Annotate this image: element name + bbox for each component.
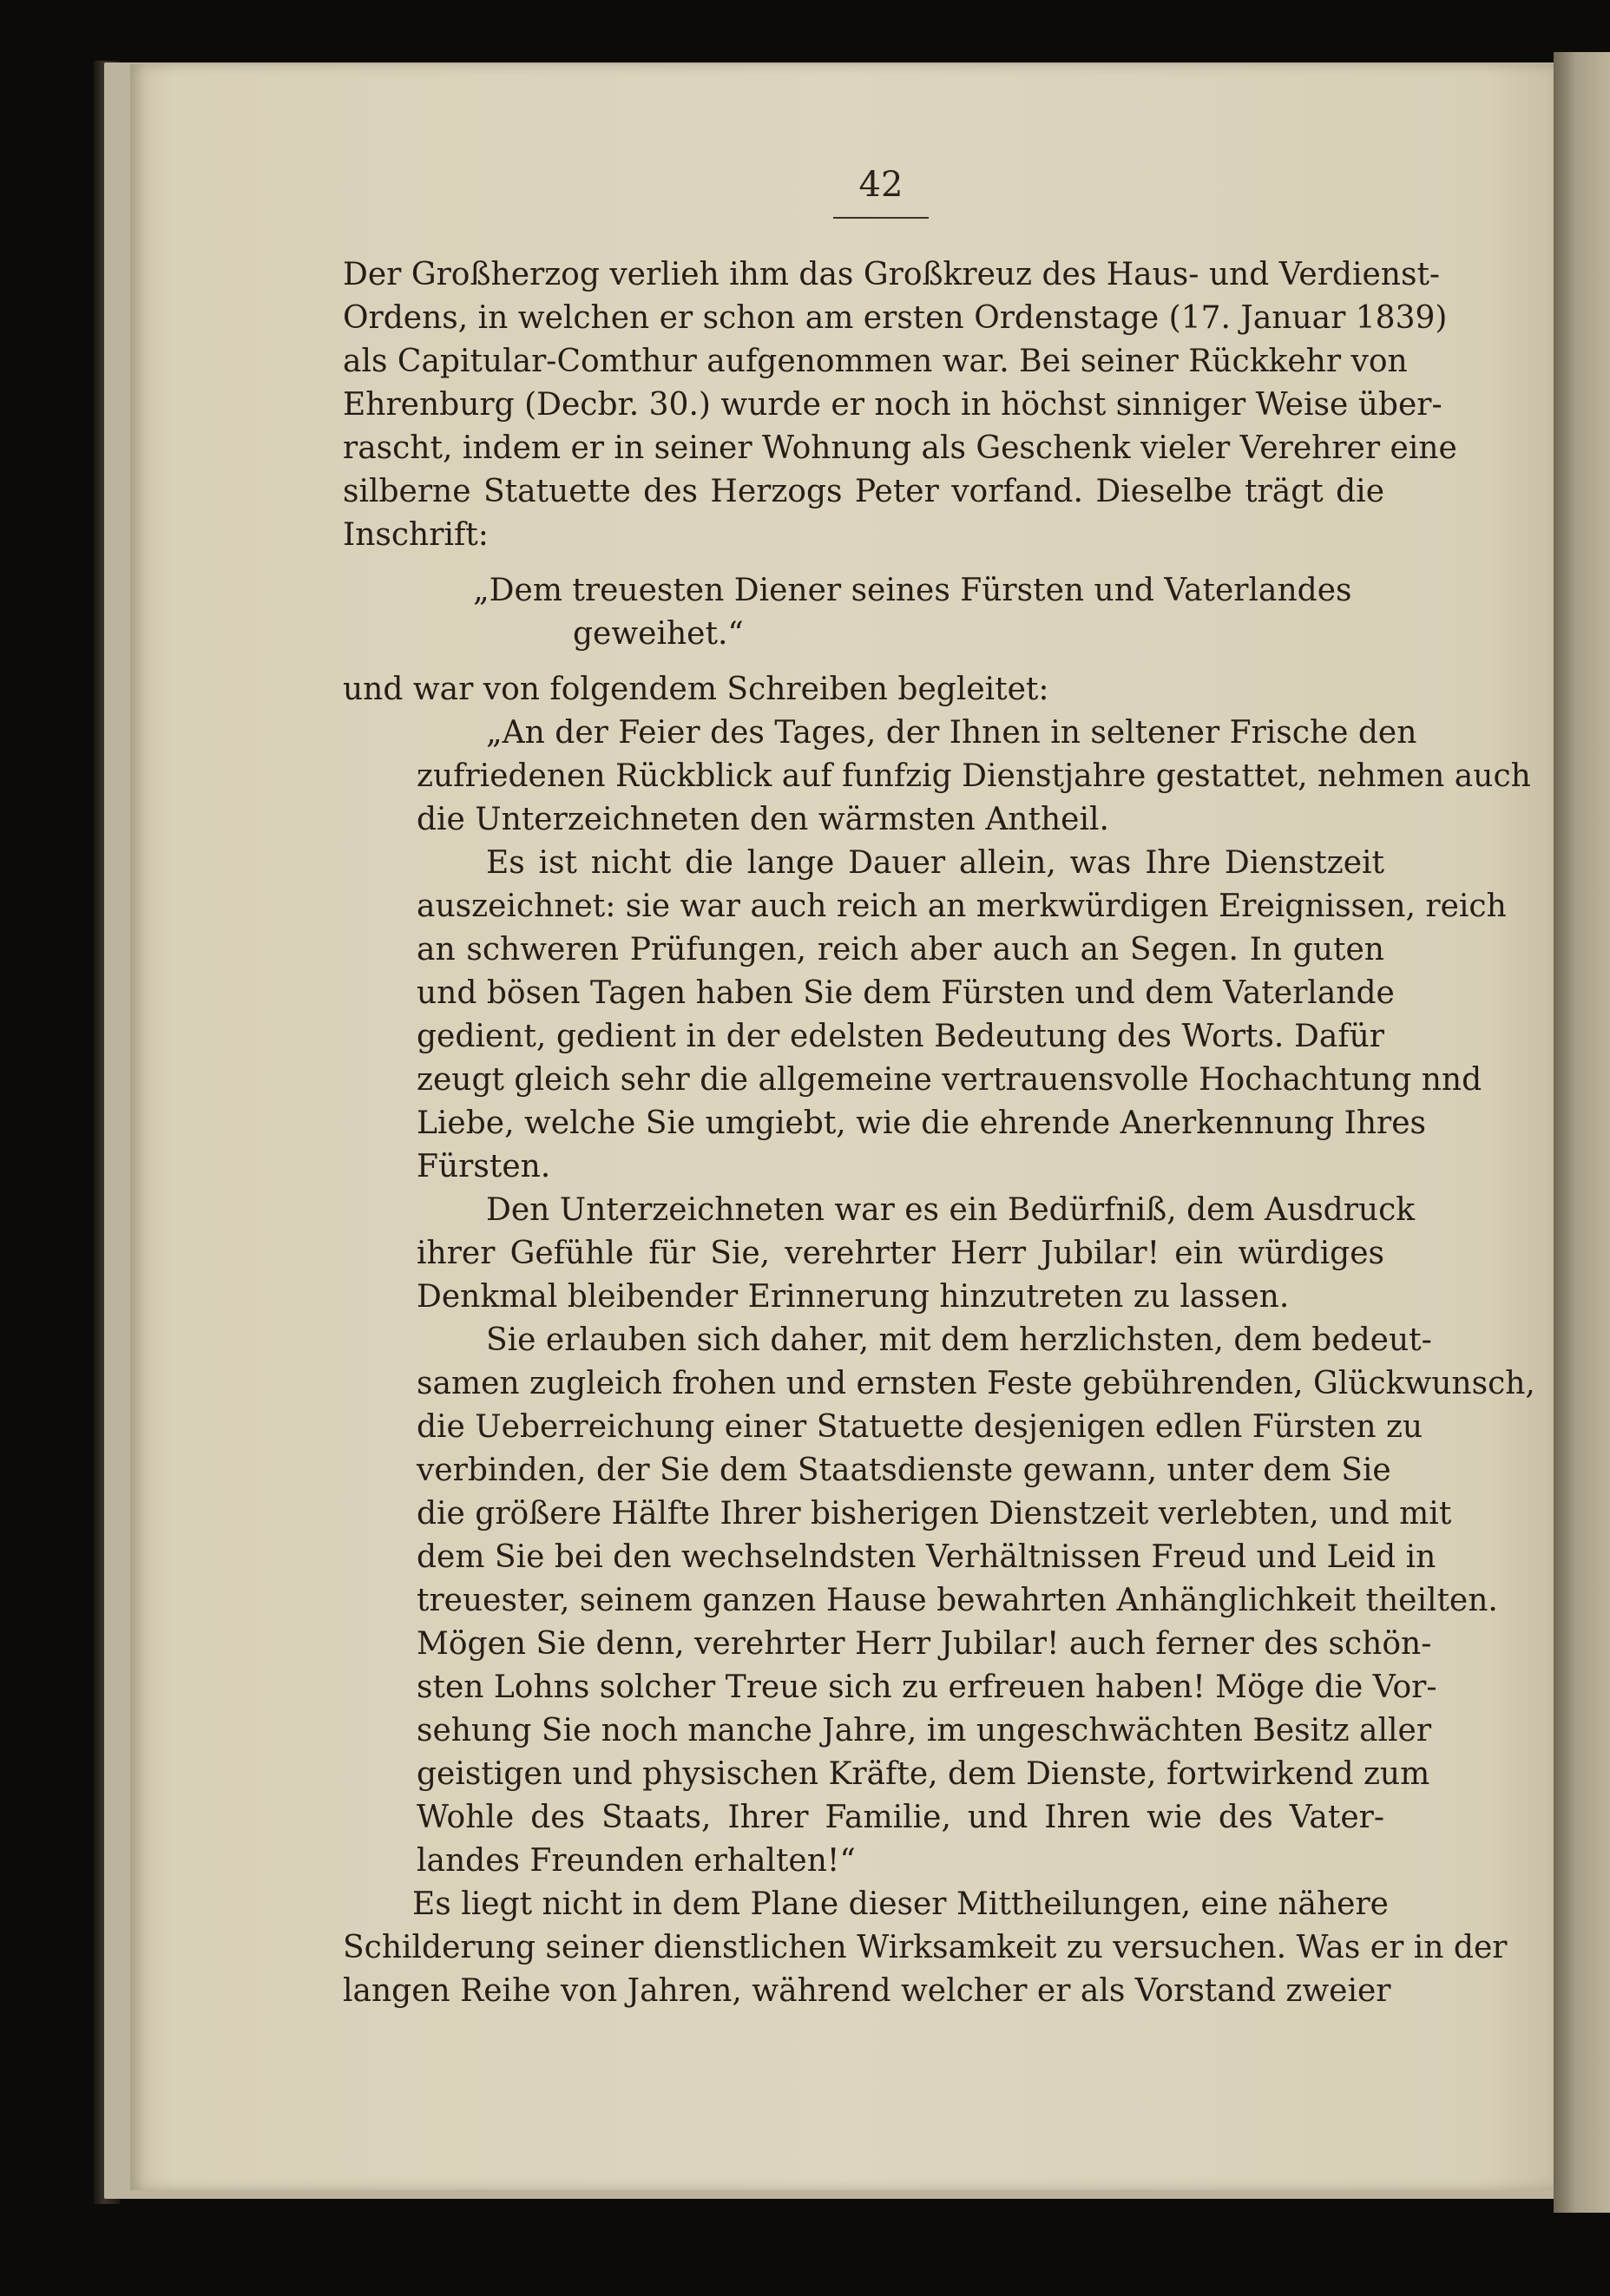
letter-line: Es ist nicht die lange Dauer allein, was Ihre Dienstzeit <box>486 845 1384 881</box>
letter-line: an schweren Prüfungen, reich aber auch an Segen. In guten <box>417 932 1384 968</box>
letter-line: Fürsten. <box>417 1149 551 1184</box>
text-line: Ehrenburg (Decbr. 30.) wurde er noch in höchst sinniger Weise über- <box>343 387 1442 423</box>
letter-line: samen zugleich frohen und ernsten Feste gebührenden, Glückwunsch, <box>417 1366 1535 1401</box>
letter-line: treuester, seinem ganzen Hause bewahrten Anhänglichkeit theilten. <box>417 1583 1498 1618</box>
letter-line: verbinden, der Sie dem Staatsdienste gewann, unter dem Sie <box>417 1453 1391 1488</box>
page-number-rule <box>833 217 929 219</box>
text-line: silberne Statuette des Herzogs Peter vorfand. Dieselbe trägt die <box>343 474 1384 509</box>
letter-quote <box>343 712 1535 1883</box>
text-line: langen Reihe von Jahren, während welcher er als Vorstand zweier <box>343 1973 1391 2009</box>
letter-line: „An der Feier des Tages, der Ihnen in seltener Frische den <box>486 715 1417 751</box>
letter-line: Liebe, welche Sie umgiebt, wie die ehrende Anerkennung Ihres <box>417 1105 1427 1141</box>
text-line: als Capitular-Comthur aufgenommen war. Bei seiner Rückkehr von <box>343 344 1408 379</box>
letter-line: die Ueberreichung einer Statuette desjenigen edlen Fürsten zu <box>417 1409 1423 1445</box>
letter-line: die Unterzeichneten den wärmsten Antheil. <box>417 802 1109 837</box>
letter-line: Sie erlauben sich daher, mit dem herzlichsten, dem bedeut- <box>486 1322 1432 1358</box>
text-line: Inschrift: <box>343 517 489 553</box>
letter-line: Mögen Sie denn, verehrter Herr Jubilar! auch ferner des schön- <box>417 1626 1432 1662</box>
letter-line: sehung Sie noch manche Jahre, im ungeschwächten Besitz aller <box>417 1713 1432 1748</box>
letter-line: sten Lohns solcher Treue sich zu erfreuen haben! Möge die Vor- <box>417 1670 1437 1705</box>
facing-page-edge <box>1554 52 1610 2213</box>
letter-line: zeugt gleich sehr die allgemeine vertrauensvolle Hochachtung nnd <box>417 1062 1482 1098</box>
letter-line: gedient, gedient in der edelsten Bedeutung des Worts. Dafür <box>417 1019 1384 1054</box>
letter-line: die größere Hälfte Ihrer bisherigen Dienstzeit verlebten, und mit <box>417 1496 1452 1532</box>
letter-line: Den Unterzeichneten war es ein Bedürfniß, dem Ausdruck <box>486 1192 1416 1228</box>
text-line: Schilderung seiner dienstlichen Wirksamkeit zu versuchen. Was er in der <box>343 1930 1508 1965</box>
transition-line: und war von folgendem Schreiben begleitet: <box>343 672 1049 707</box>
letter-line: Denkmal bleibender Erinnerung hinzutreten zu lassen. <box>417 1279 1290 1315</box>
letter-line: landes Freunden erhalten!“ <box>417 1843 856 1879</box>
letter-line: ihrer Gefühle für Sie, verehrter Herr Jubilar! ein würdiges <box>417 1236 1384 1271</box>
text-line: Ordens, in welchen er schon am ersten Ordenstage (17. Januar 1839) <box>343 300 1448 336</box>
letter-line: zufriedenen Rückblick auf funfzig Dienstjahre gestattet, nehmen auch <box>417 758 1531 794</box>
page-number: 42 <box>858 165 904 205</box>
page-text <box>343 253 1535 2013</box>
inscription-line: geweihet.“ <box>573 616 744 652</box>
letter-line: dem Sie bei den wechselndsten Verhältnissen Freud und Leid in <box>417 1539 1436 1575</box>
text-line: Es liegt nicht in dem Plane dieser Mittheilungen, eine nähere <box>412 1886 1389 1922</box>
text-line: Der Großherzog verlieh ihm das Großkreuz des Haus- und Verdienst- <box>343 257 1441 292</box>
spacer <box>343 656 1384 668</box>
inscription-line: „Dem treuesten Diener seines Fürsten und Vaterlandes <box>473 573 1352 608</box>
letter-line: auszeichnet: sie war auch reich an merkwürdigen Ereignissen, reich <box>417 889 1507 924</box>
text-line: rascht, indem er in seiner Wohnung als Geschenk vieler Verehrer eine <box>343 430 1457 466</box>
letter-line: geistigen und physischen Kräfte, dem Dienste, fortwirkend zum <box>417 1756 1430 1792</box>
letter-line: Wohle des Staats, Ihrer Familie, und Ihren wie des Vater- <box>417 1800 1384 1835</box>
letter-line: und bösen Tagen haben Sie dem Fürsten und dem Vaterlande <box>417 975 1395 1011</box>
spacer <box>343 557 1384 569</box>
